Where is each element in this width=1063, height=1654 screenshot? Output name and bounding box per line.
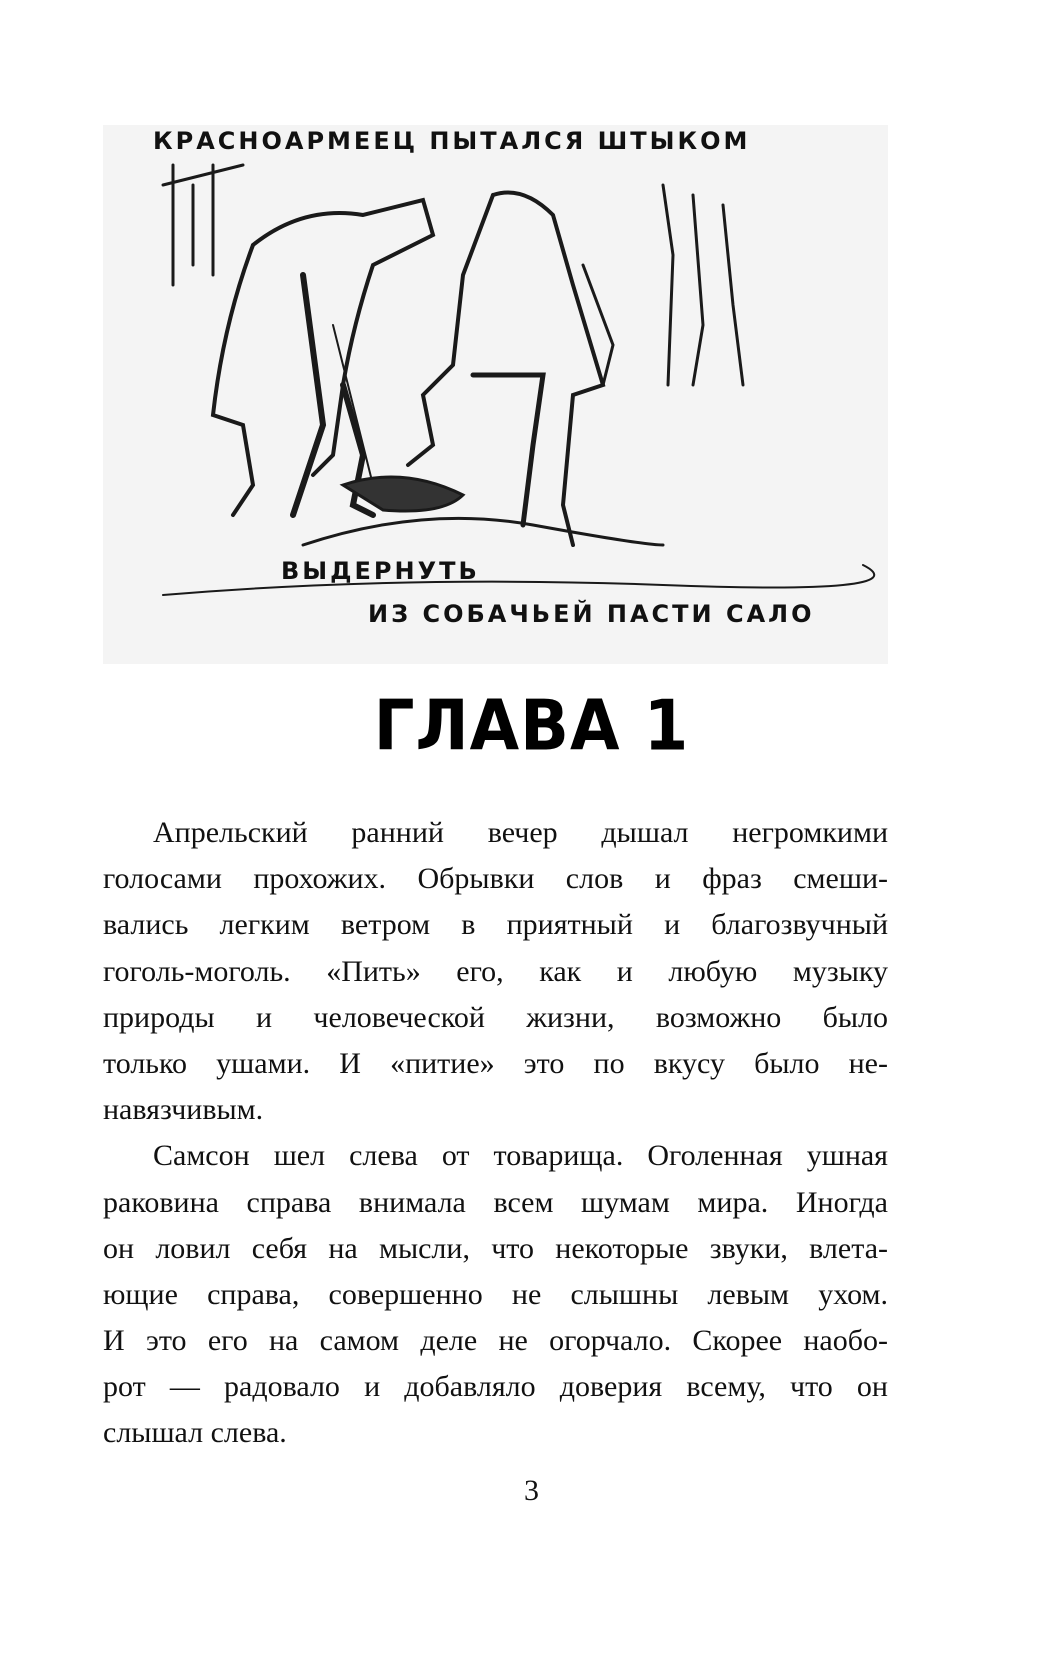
text-line: Апрельский ранний вечер дышал негромкими: [153, 816, 888, 849]
text-line: природы и человеческой жизни, возможно было: [103, 1000, 888, 1034]
illustration-caption-top: КРАСНОАРМЕЕЦ ПЫТАЛСЯ ШТЫКОМ: [153, 127, 751, 155]
text-line: И это его на самом деле не огорчало. Скорее наобо-: [103, 1324, 888, 1358]
text-line: гоголь-моголь. «Пить» его, как и любую музыку: [103, 954, 888, 988]
text-line: навязчивым.: [103, 1093, 264, 1127]
text-line: вались легким ветром в приятный и благозвучный: [103, 908, 888, 942]
sketch-drawing: [103, 125, 888, 664]
text-line: рот — радовало и добавляло доверия всему, что он: [103, 1370, 888, 1404]
body-text: [103, 810, 888, 1457]
paragraph: [103, 810, 888, 1133]
text-line: ющие справа, совершенно не слышны левым ухом.: [103, 1277, 888, 1311]
paragraph: [103, 1133, 888, 1456]
text-line: только ушами. И «питие» это по вкусу было не-: [103, 1046, 888, 1080]
text-line: Самсон шел слева от товарища. Оголенная ушная: [153, 1139, 888, 1173]
text-line: он ловил себя на мысли, что некоторые звуки, влета-: [103, 1231, 888, 1265]
page-number: 3: [524, 1474, 539, 1507]
chapter-title: ГЛАВА 1: [373, 687, 690, 767]
text-line: голосами прохожих. Обрывки слов и фраз смеши-: [103, 862, 888, 896]
text-line: слышал слева.: [103, 1416, 287, 1450]
illustration-caption-mid: ВЫДЕРНУТЬ: [281, 557, 480, 585]
text-line: раковина справа внимала всем шумам мира. Иногда: [103, 1185, 888, 1219]
illustration: [103, 125, 888, 664]
illustration-caption-bottom: ИЗ СОБАЧЬЕЙ ПАСТИ САЛО: [368, 600, 815, 628]
